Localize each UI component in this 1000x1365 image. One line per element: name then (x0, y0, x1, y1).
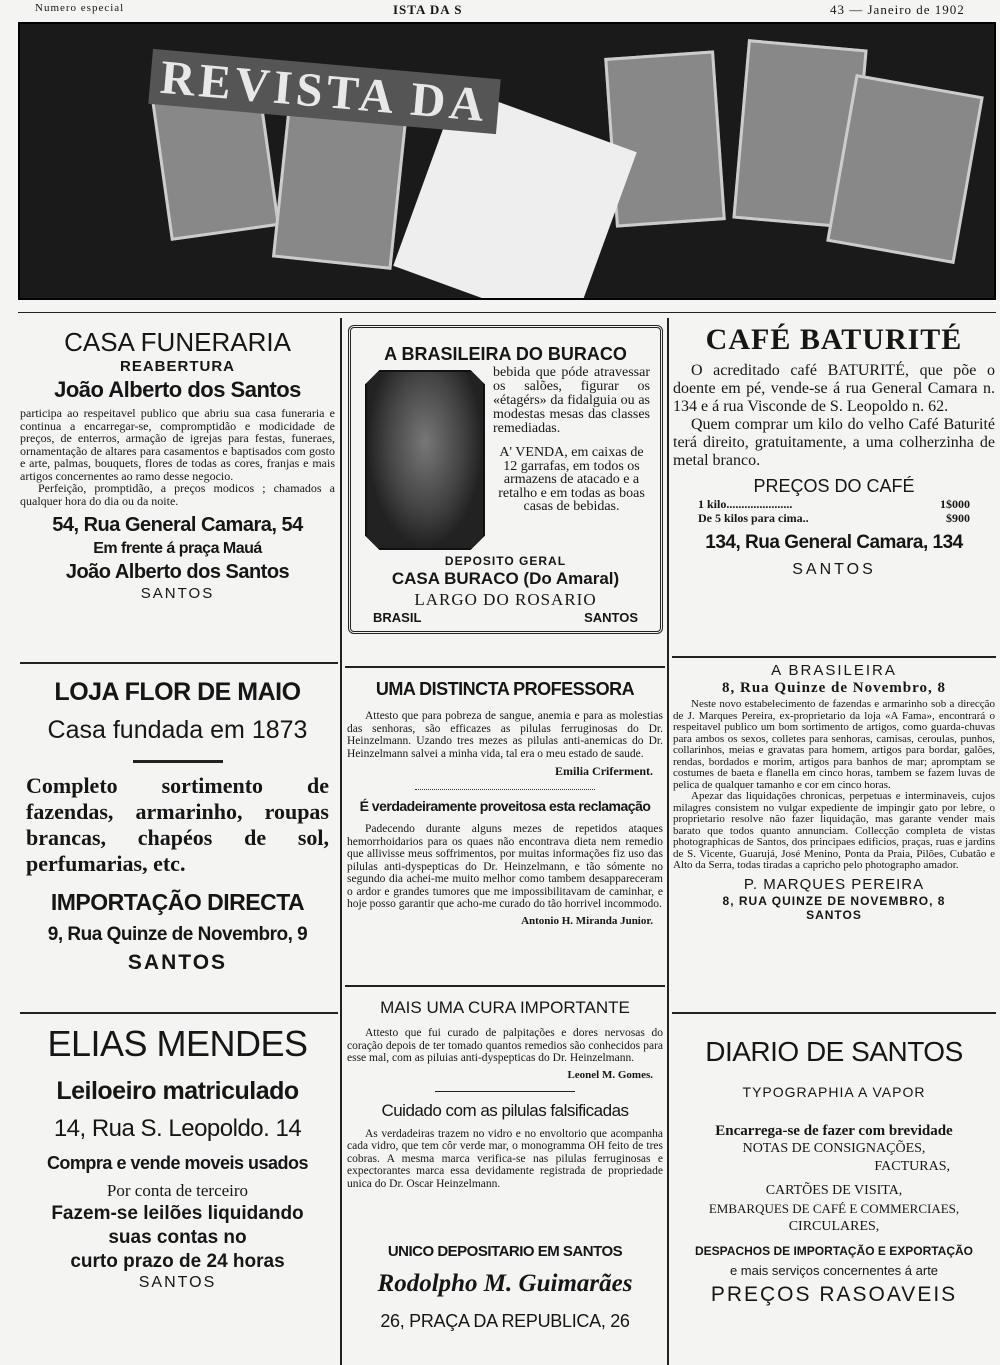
ad-text: CIRCULARES, (788, 1219, 880, 1234)
ad-city: SANTOS (138, 1274, 217, 1291)
price-row (698, 497, 970, 511)
ad-body: Perfeição, promptidão, a preços modicos ; chamados a qualquer hora do dia ou da noite. (20, 481, 335, 508)
ad-diario-de-santos (673, 1020, 995, 1310)
ad-text: suas contas no (108, 1227, 247, 1248)
portrait-photo (365, 370, 485, 550)
ad-address: 8, Rua Quinze de Novembro, 8 (722, 680, 946, 696)
ad-address: 134, Rua General Camara, 134 (705, 532, 963, 553)
ad-name: CASA BURACO (Do Amaral) (391, 569, 620, 588)
price-value: $900 (946, 511, 970, 525)
ad-address: 8, RUA QUINZE DE NOVEMBRO, 8 (722, 893, 946, 908)
header-center: ISTA DA S (393, 2, 463, 17)
ad-text: IMPORTAÇÃO DIRECTA (50, 889, 305, 915)
ad-title: LOJA FLOR DE MAIO (54, 678, 301, 706)
article-signature: Antonio H. Miranda Junior. (521, 914, 653, 927)
article-title: UMA DISTINCTA PROFESSORA (375, 679, 635, 699)
ad-a-brasileira (673, 662, 995, 922)
ad-name: Rodolpho M. Guimarães (377, 1270, 633, 1297)
ad-name: João Alberto dos Santos (65, 561, 290, 583)
price-row (698, 511, 970, 525)
ad-subtitle: Casa fundada em 1873 (47, 716, 308, 744)
ad-body: bebida que póde atravessar os salões, figurar os «étagérs» da fidalguia ou as modestas mesas das classes remediadas. (493, 365, 650, 436)
price-value: 1$000 (940, 497, 970, 511)
ad-city: SANTOS (806, 907, 862, 922)
ad-title: CAFÉ BATURITÉ (705, 323, 963, 356)
article-signature: Emilia Criferment. (555, 764, 653, 778)
ad-address: LARGO DO ROSARIO (414, 590, 597, 609)
ad-text: FACTURAS, (874, 1159, 950, 1174)
ad-text: Fazem-se leilões liquidando (51, 1203, 304, 1224)
ad-text: DESPACHOS DE IMPORTAÇÃO E EXPORTAÇÃO (694, 1244, 974, 1258)
ad-ref: Em frente á praça Mauá (93, 540, 262, 557)
article-distincta-professora (347, 672, 663, 927)
ad-brasileira-do-buraco (348, 325, 663, 634)
ad-city: SANTOS (792, 561, 876, 578)
ad-text: EMBARQUES DE CAFÉ E COMMERCIAES, (708, 1201, 960, 1216)
ad-text: Encarrega-se de fazer com brevidade (715, 1123, 953, 1139)
ad-text: CARTÕES DE VISITA, (765, 1183, 903, 1198)
ad-name: João Alberto dos Santos (54, 377, 301, 402)
ad-text: NOTAS DE CONSIGNAÇÕES, (742, 1141, 926, 1156)
ad-subtitle: REABERTURA (120, 358, 235, 375)
ad-subtitle: Leiloeiro matriculado (56, 1077, 299, 1105)
ad-body: O acreditado café BATURITÉ, que põe o doente em pé, vende-se á rua General Camara n. 134 e á rua Visconde de S. Leopoldo n. 62. (673, 362, 995, 415)
ad-unico-depositario (347, 1240, 663, 1338)
ad-title: A BRASILEIRA (771, 662, 897, 679)
ad-text: curto prazo de 24 horas (70, 1251, 285, 1272)
ad-body: Apezar das liquidações chronicas, perpetuas e interminaveis, cujos milagres consistem no vulgar expediente de impingir gato por lebre, o proprietario resolve não fazer liquidação, mas garante vender mais barato que todos quanto annunciam. Collecção completa de vistas photographicas de Santos, dos principaes edificios, praças, ruas e jardins de S. Vicente, Guarujá, José Menino, Ponta da Praia, Pilões, Cubatão e Alto da Serra, todas tiradas a capricho pelo photographo amador. (673, 790, 995, 871)
ad-body: Completo sortimento de fazendas, armarinho, roupas brancas, chapéos de sol, perfumarias, etc. (26, 773, 329, 876)
article-title: É verdadeiramente proveitosa esta reclamação (359, 798, 651, 814)
article-signature: Leonel M. Gomes. (567, 1068, 653, 1081)
price-list (673, 497, 995, 525)
ad-country: BRASIL (373, 610, 422, 625)
masthead-illustration (18, 22, 996, 300)
ad-text: e mais serviços concernentes á arte (729, 1263, 939, 1278)
ad-body: participa ao respeitavel publico que abriu sua casa funeraria e continua a encarregar-se, compromptidão e modicidade de preços, de enterros, armação de igrejas para festas, funeraes, ornamentação de altares para casamentos e baptisados com gosto e arte, palmas, bouquets, flores de todas as cores, franjas e mais artigos concernentes ao ramo desse negocio. (20, 406, 335, 483)
ad-title: DIARIO DE SANTOS (705, 1036, 963, 1067)
header-left: Numero especial (35, 2, 125, 14)
ad-owner: P. MARQUES PEREIRA (743, 875, 925, 893)
ad-title: UNICO DEPOSITARIO EM SANTOS (387, 1243, 623, 1260)
ad-body: Neste novo estabelecimento de fazendas e armarinho sob a direcção de J. Marques Pereira, ex-proprietario da loja «A Fama», encontrará o respeitavel publico um bom sortimento de artigos, como guarda-chuvas para ambos os sexos, colletes para senhoras, camisas, ceroulas, punhos, collarinhos, meias e gravatas para homem, artigos para bordar, galões, rendas, bordados e morim, artigos para banhos de mar; apromptam se costumes de baeta e flanella em cinco horas, tambem se fazem luvas de pelica de qualquer tamanho e cor em cinco horas. (673, 698, 995, 791)
ad-subtitle: TYPOGRAPHIA A VAPOR (742, 1084, 926, 1100)
ad-title: CASA FUNERARIA (64, 327, 291, 357)
ad-body: A' VENDA, em caixas de 12 garrafas, em todos os armazens de atacado e a retalho e em todas as boas casas de bebidas. (498, 445, 645, 514)
ad-title: A BRASILEIRA DO BURACO (384, 344, 627, 364)
divider (133, 760, 223, 763)
article-title: Cuidado com as pilulas falsificadas (381, 1100, 629, 1120)
ad-cafe-baturite (673, 318, 995, 579)
price-label: De 5 kilos para cima.. (698, 511, 809, 525)
ad-title: ELIAS MENDES (47, 1023, 308, 1064)
price-heading: PREÇOS DO CAFÉ (753, 476, 915, 496)
article-mais-uma-cura (347, 995, 663, 1190)
divider (415, 789, 595, 790)
article-body: Attesto que fui curado de palpitações e dores nervosas do coração depois de ter tomado quantos remedios são conhecidos para esse mal, com as piluias anti-dyspepticas do Dr. Heinzelmann. (347, 1027, 663, 1064)
price-label: 1 kilo...................... (698, 497, 793, 511)
ad-address: 9, Rua Quinze de Novembro, 9 (47, 924, 308, 945)
article-body: As verdadeiras trazem no vidro e no envoltorio que acompanha cada vidro, que tem côr verde mar, o monogramma OH feito de tres cobras. A mesma marca verifica-se nas pilulas ferruginosas e expectorantes marca essa devidamente registrada de propriedade unica do Dr. Oscar Heinzelmann. (347, 1127, 663, 1190)
ad-address: 14, Rua S. Leopoldo. 14 (53, 1115, 302, 1142)
ad-text: PREÇOS RASOAVEIS (710, 1283, 958, 1306)
masthead-title: REVISTA DA (148, 49, 500, 134)
ad-text: Por conta de terceiro (106, 1181, 249, 1200)
header-right: 43 — Janeiro de 1902 (830, 2, 965, 17)
ad-address: 26, PRAÇA DA REPUBLICA, 26 (380, 1311, 630, 1331)
ad-casa-funeraria (20, 326, 335, 603)
ad-text: DEPOSITO GERAL (444, 554, 567, 568)
ad-city: SANTOS (127, 951, 228, 974)
article-title: MAIS UMA CURA IMPORTANTE (380, 998, 630, 1017)
divider (435, 1091, 575, 1092)
ad-city: SANTOS (140, 585, 215, 602)
ad-body: Quem comprar um kilo do velho Café Baturité terá direito, gratuitamente, a uma colherzinha de metal branco. (673, 416, 995, 469)
ad-text: Compra e vende moveis usados (46, 1153, 309, 1173)
article-body: Attesto que para pobreza de sangue, anemia e para as molestias das senhoras, são efficazes as pilulas ferruginosas do Dr. Heinzelmann. Uzando tres mezes as pilulas anti-anemicas do Dr. Heinzelmann salvei a minha vida, tal era o meu estado de saude. (347, 710, 663, 760)
ad-address: 54, Rua General Camara, 54 (52, 514, 303, 536)
ad-city: SANTOS (584, 610, 638, 625)
ad-loja-flor-de-maio (20, 672, 335, 975)
article-body: Padecendo durante alguns mezes de repetidos ataques hemorrhoidarios para os quaes não encontrava dieta nem remedio que allivisse meus soffrimentos, por muitas informações fiz uso das pilulas anti-dyspepticas do Dr. Heinzelmann, e tão sómente no segundo dia achei-me muito melhor como tambem desappareceram o ardor e grandes tumores que me impossibilitavam de caminhar, e hoje posso garantir que acho-me curado do tão horrivel incommodo. (347, 823, 663, 910)
ad-elias-mendes (20, 1018, 335, 1292)
